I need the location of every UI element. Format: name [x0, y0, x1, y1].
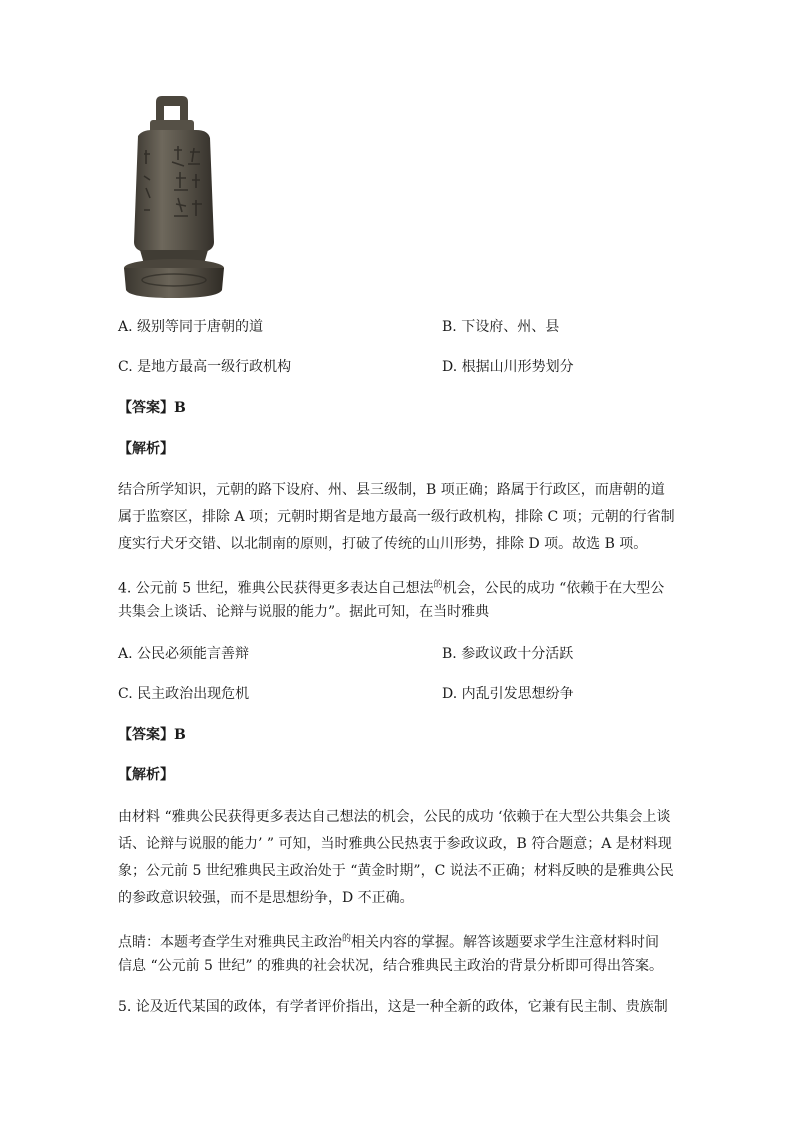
- q4-answer: 【答案】B: [118, 727, 186, 743]
- q4-analysis-line-4: 的参政意识较强，而不是思想纷争，D 不正确。: [118, 890, 414, 906]
- q4-stem-text-b: 机会，公民的成功 “依赖于在大型公: [442, 580, 665, 597]
- q4-comment-text-b: 相关内容的掌握。解答该题要求学生注意材料时间: [351, 934, 660, 951]
- q4-analysis-line-1: 由材料 “雅典公民获得更多表达自己想法的机会，公民的成功 ‘依赖于在大型公共集会上谈: [118, 809, 671, 825]
- q4-comment-small-char: 的: [342, 934, 352, 944]
- q4-stem-text-a: 4. 公元前 5 世纪，雅典公民获得更多表达自己想法: [118, 580, 434, 597]
- q4-option-d: D. 内乱引发思想纷争: [442, 686, 574, 702]
- q4-option-a: A. 公民必须能言善辩: [118, 646, 250, 662]
- q4-stem-line-1: [118, 575, 678, 599]
- q3-option-a: A. 级别等同于唐朝的道: [118, 319, 264, 335]
- q3-analysis-line-1: 结合所学知识，元朝的路下设府、州、县三级制，B 项正确；路属于行政区，而唐朝的道: [118, 482, 665, 498]
- q4-comment-text-a: 点睛：本题考查学生对雅典民主政治: [118, 934, 342, 951]
- bronze-weight-image: [118, 92, 230, 302]
- q4-analysis-label: 【解析】: [118, 767, 174, 783]
- q3-analysis-line-3: 度实行犬牙交错、以北制南的原则，打破了传统的山川形势，排除 D 项。故选 B 项。: [118, 536, 648, 552]
- q4-stem-small-char: 的: [433, 580, 443, 590]
- q4-analysis-line-2: 话、论辩与说服的能力’ ” 可知，当时雅典公民热衷于参政议政，B 符合题意；A 是材料现: [118, 836, 672, 852]
- q4-stem-line-2: 共集会上谈话、论辩与说服的能力”。据此可知，在当时雅典: [118, 604, 490, 620]
- q4-option-b: B. 参政议政十分活跃: [442, 646, 574, 662]
- q3-analysis-line-2: 属于监察区，排除 A 项；元朝时期省是地方最高一级行政机构，排除 C 项；元朝的行省制: [118, 509, 675, 525]
- q3-option-d: D. 根据山川形势划分: [442, 359, 574, 375]
- q3-analysis-label: 【解析】: [118, 441, 174, 457]
- q4-analysis-line-3: 象；公元前 5 世纪雅典民主政治处于 “黄金时期”，C 说法不正确；材料反映的是雅典公民: [118, 863, 674, 879]
- q3-option-c: C. 是地方最高一级行政机构: [118, 359, 292, 375]
- q5-stem-line-1: 5. 论及近代某国的政体，有学者评价指出，这是一种全新的政体，它兼有民主制、贵族制: [118, 999, 668, 1015]
- q4-comment-line-1: [118, 929, 678, 953]
- q3-option-b: B. 下设府、州、县: [442, 319, 560, 335]
- q3-answer: 【答案】B: [118, 400, 186, 416]
- q4-option-c: C. 民主政治出现危机: [118, 686, 250, 702]
- q4-comment-line-2: 信息 “公元前 5 世纪” 的雅典的社会状况，结合雅典民主政治的背景分析即可得出答案。: [118, 958, 664, 974]
